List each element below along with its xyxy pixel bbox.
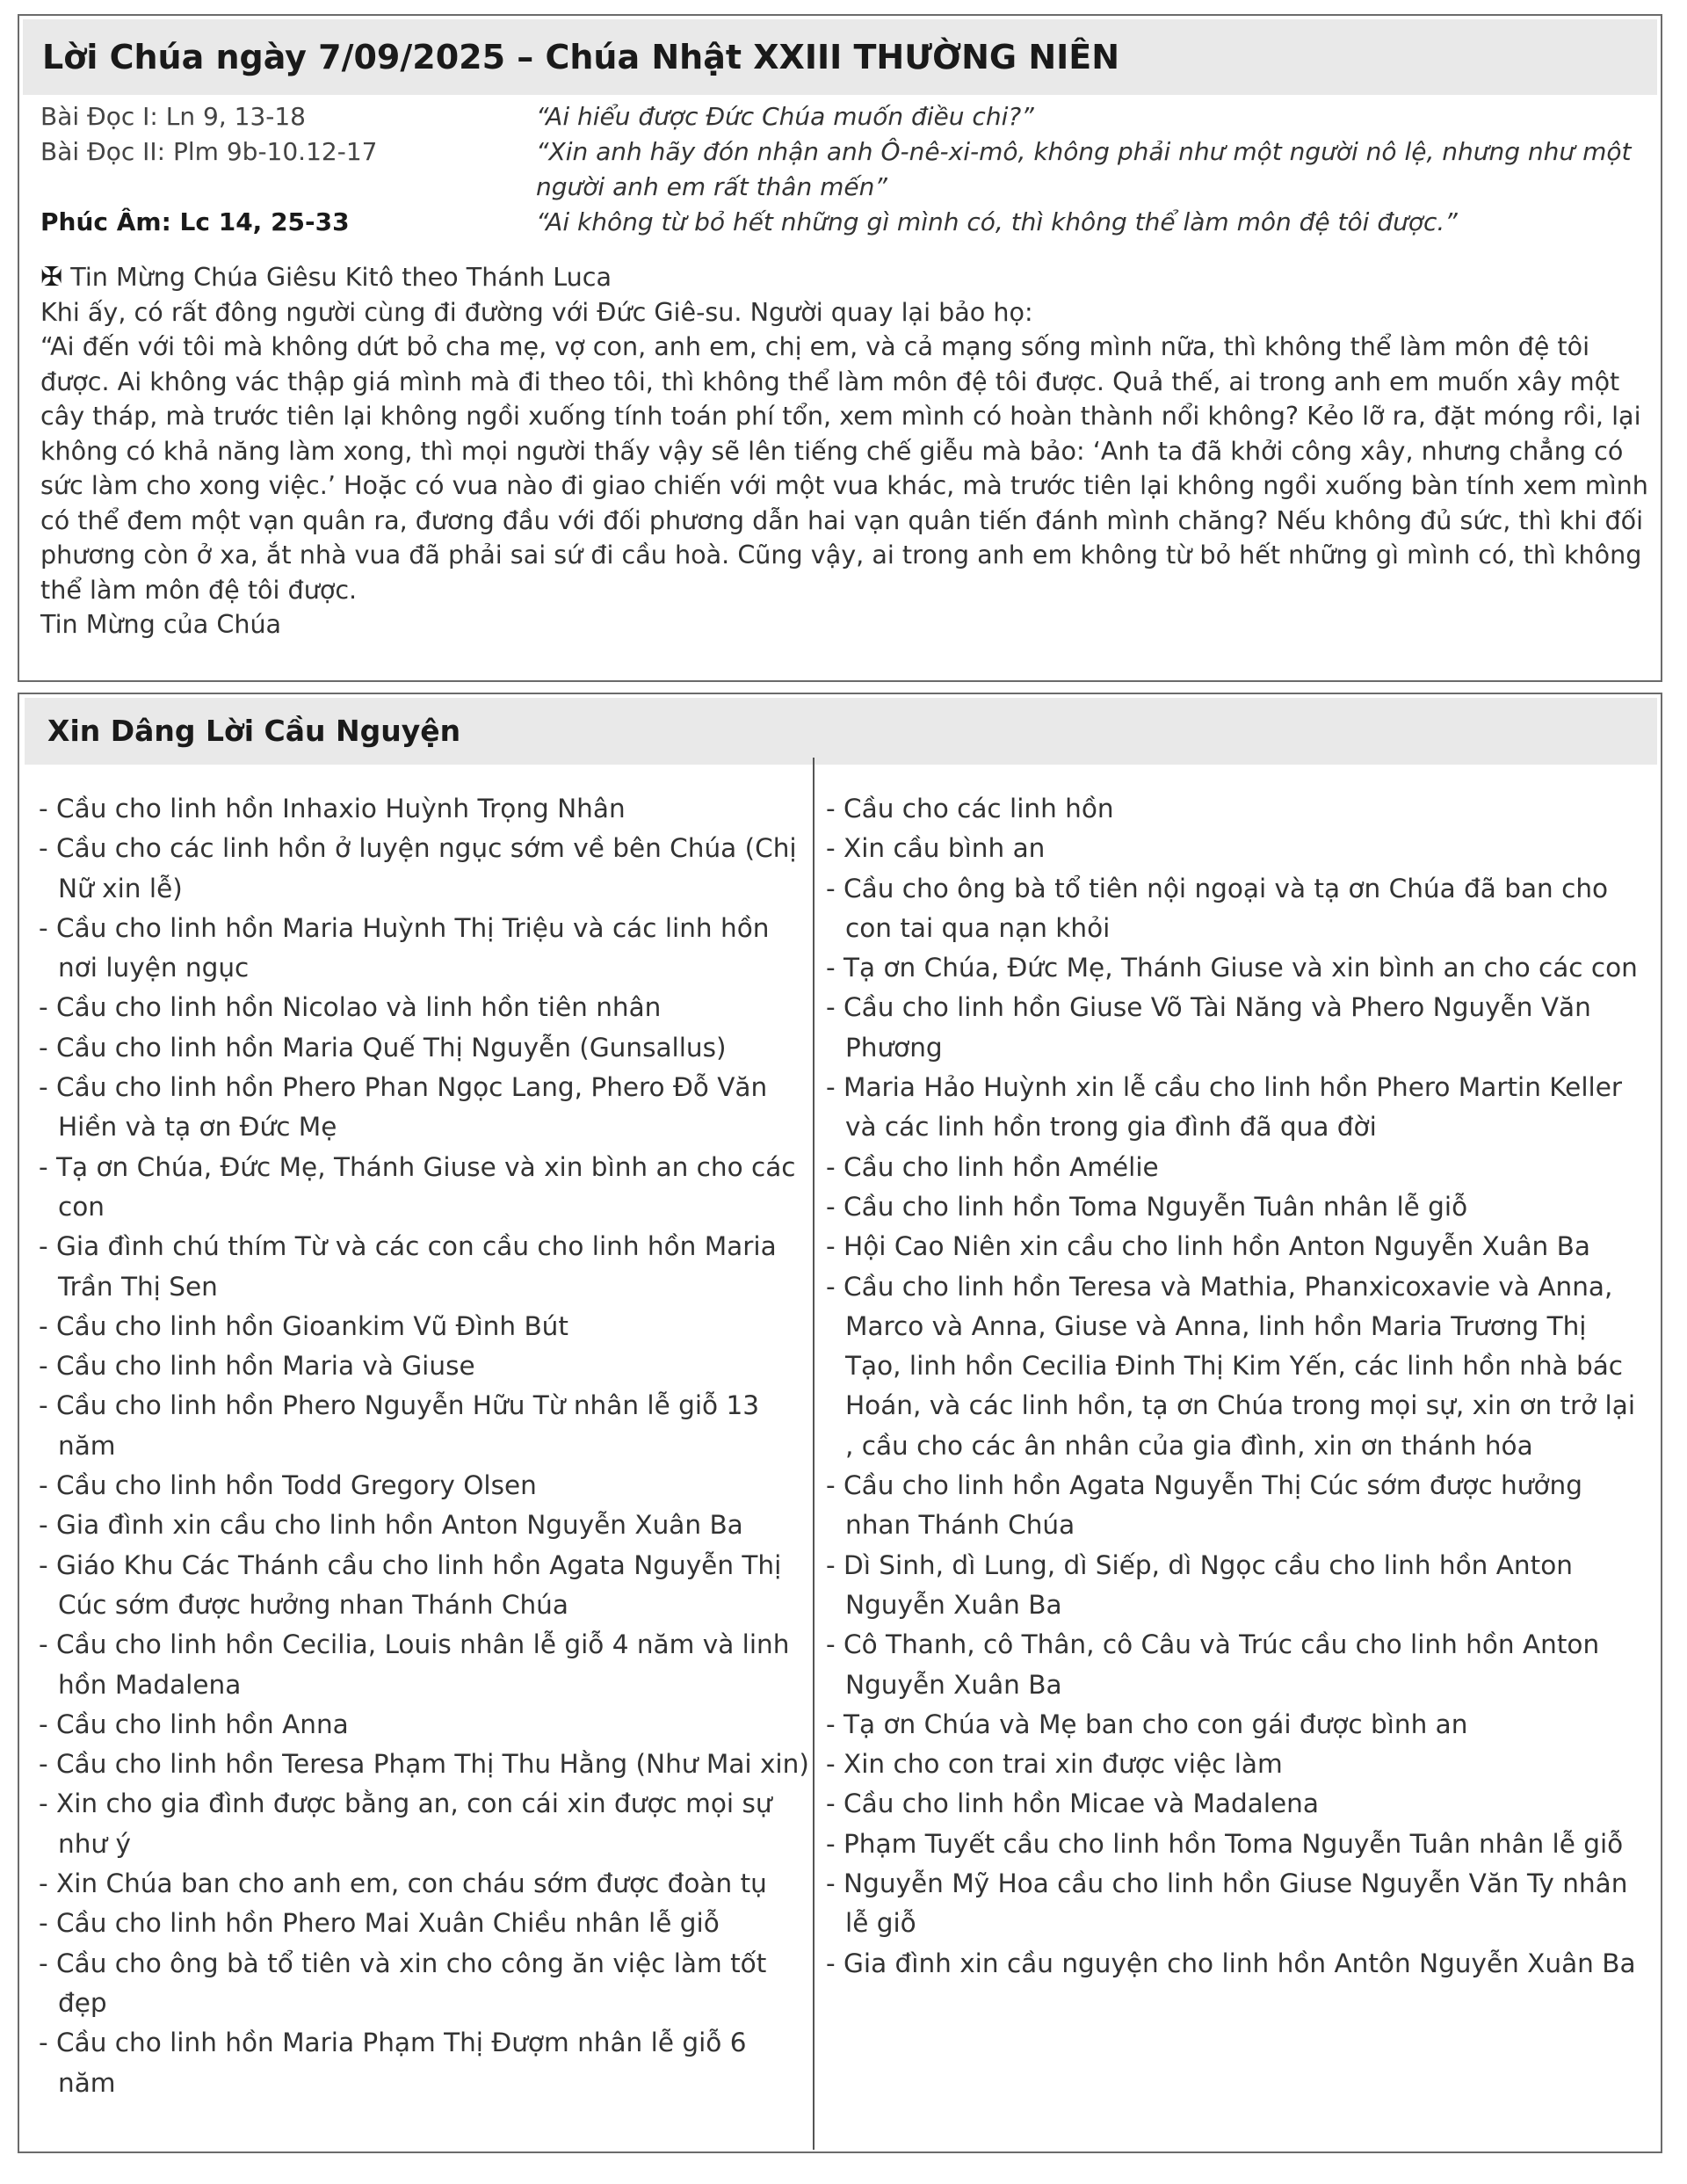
reading-row	[40, 205, 1648, 240]
prayer-item: - Cầu cho linh hồn Toma Nguyễn Tuân nhân lễ giỗ	[826, 1191, 1468, 1222]
gospel-reading-label: Phúc Âm: Lc 14, 25-33	[40, 207, 350, 236]
prayer-item: - Gia đình chú thím Từ và các con cầu cho linh hồn Maria Trần Thị Sen	[39, 1231, 777, 1302]
gospel-text	[40, 260, 1655, 642]
prayer-item: - Tạ ơn Chúa và Mẹ ban cho con gái được bình an	[826, 1709, 1468, 1739]
prayer-item: - Cầu cho linh hồn Teresa và Mathia, Phanxicoxavie và Anna, Marco và Anna, Giuse và Anna, linh hồn Maria Trương Thị Tạo, linh hồn Cecilia Đinh Thị Kim Yến, các linh hồn nhà bác Hoán, và các linh hồn, tạ ơn Chúa trong mọi sự, xin ơn trở lại , cầu cho các ân nhân của gia đình, xin ơn thánh hóa	[826, 1271, 1636, 1461]
prayer-column-left	[39, 789, 812, 2103]
reading-label: Bài Đọc I: Ln 9, 13-18	[40, 102, 306, 131]
prayer-item: - Cầu cho linh hồn Amélie	[826, 1151, 1159, 1182]
readings-list	[40, 99, 1648, 240]
prayer-item: - Cầu cho các linh hồn	[826, 794, 1114, 824]
prayer-item: - Tạ ơn Chúa, Đức Mẹ, Thánh Giuse và xin bình an cho các con	[826, 953, 1638, 983]
prayer-item: - Cô Thanh, cô Thân, cô Câu và Trúc cầu cho linh hồn Anton Nguyễn Xuân Ba	[826, 1629, 1600, 1700]
prayer-item: - Cầu cho linh hồn Teresa Phạm Thị Thu Hằng (Như Mai xin)	[39, 1749, 809, 1780]
prayer-item: - Cầu cho linh hồn Todd Gregory Olsen	[39, 1470, 537, 1501]
gospel-heading-line	[40, 260, 1655, 295]
gospel-heading: Tin Mừng Chúa Giêsu Kitô theo Thánh Luca	[70, 262, 612, 292]
reading-quote: “Xin anh hãy đón nhận anh Ô-nê-xi-mô, không phải như một người nô lệ, nhưng như một người anh em rất thân mến”	[536, 137, 1632, 201]
prayer-item: - Xin cầu bình an	[826, 833, 1046, 864]
prayer-item: - Cầu cho linh hồn Micae và Madalena	[826, 1789, 1319, 1819]
prayer-section	[18, 693, 1662, 2153]
prayer-item: - Cầu cho linh hồn Inhaxio Huỳnh Trọng Nhân	[39, 794, 626, 824]
prayer-item: - Cầu cho ông bà tổ tiên và xin cho công ăn việc làm tốt đẹp	[39, 1948, 767, 2018]
gospel-closing: Tin Mừng của Chúa	[40, 609, 282, 639]
prayer-item: - Nguyễn Mỹ Hoa cầu cho linh hồn Giuse Nguyễn Văn Ty nhân lễ giỗ	[826, 1868, 1628, 1939]
prayer-item: - Tạ ơn Chúa, Đức Mẹ, Thánh Giuse và xin bình an cho các con	[39, 1151, 796, 1222]
prayer-item: - Cầu cho linh hồn Cecilia, Louis nhân lễ giỗ 4 năm và linh hồn Madalena	[39, 1629, 790, 1700]
prayer-item: - Xin Chúa ban cho anh em, con cháu sớm được đoàn tụ	[39, 1868, 767, 1899]
prayer-item: - Cầu cho linh hồn Anna	[39, 1709, 349, 1739]
reading-quote: “Ai hiểu được Đức Chúa muốn điều chi?”	[536, 102, 1034, 131]
prayer-item: - Maria Hảo Huỳnh xin lễ cầu cho linh hồn Phero Martin Keller và các linh hồn trong gia đình đã qua đời	[826, 1072, 1623, 1143]
prayer-item: - Cầu cho linh hồn Gioankim Vũ Đình Bút	[39, 1310, 568, 1341]
prayer-item: - Cầu cho linh hồn Nicolao và linh hồn tiên nhân	[39, 992, 662, 1023]
prayer-item: - Cầu cho ông bà tổ tiên nội ngoại và tạ ơn Chúa đã ban cho con tai qua nạn khỏi	[826, 873, 1609, 943]
prayer-item: - Cầu cho linh hồn Agata Nguyễn Thị Cúc sớm được hưởng nhan Thánh Chúa	[826, 1470, 1582, 1541]
scripture-title: Lời Chúa ngày 7/09/2025 – Chúa Nhật XXIII THƯỜNG NIÊN	[23, 19, 1657, 95]
prayer-item: - Cầu cho các linh hồn ở luyện ngục sớm về bên Chúa (Chị Nữ xin lễ)	[39, 833, 797, 903]
prayer-item: - Dì Sinh, dì Lung, dì Siếp, dì Ngọc cầu cho linh hồn Anton Nguyễn Xuân Ba	[826, 1549, 1573, 1620]
prayer-item: - Cầu cho linh hồn Phero Nguyễn Hữu Từ nhân lễ giỗ 13 năm	[39, 1390, 760, 1461]
prayer-item: - Hội Cao Niên xin cầu cho linh hồn Anton Nguyễn Xuân Ba	[826, 1231, 1590, 1262]
prayer-item: - Cầu cho linh hồn Maria Huỳnh Thị Triệu và các linh hồn nơi luyện ngục	[39, 912, 770, 983]
prayer-item: - Phạm Tuyết cầu cho linh hồn Toma Nguyễn Tuân nhân lễ giỗ	[826, 1828, 1624, 1859]
gospel-body: “Ai đến với tôi mà không dứt bỏ cha mẹ, vợ con, anh em, chị em, và cả mạng sống mình nữa, thì không thể làm môn đệ tôi được. Ai không vác thập giá mình mà đi theo tôi, thì không thể làm môn đệ tôi được. Quả thế, ai trong anh em muốn xây một cây tháp, mà trước tiên lại không ngồi xuống tính toán phí tổn, xem mình có hoàn thành nổi không? Kẻo lỡ ra, đặt móng rồi, lại không có khả năng làm xong, thì mọi người thấy vậy sẽ lên tiếng chế giễu mà bảo: ‘Anh ta đã khởi công xây, nhưng chẳng có sức làm cho xong việc.’ Hoặc có vua nào đi giao chiến với một vua khác, mà trước tiên lại không ngồi xuống bàn tính xem mình có thể đem một vạn quân ra, đương đầu với đối phương dẫn hai vạn quân tiến đánh mình chăng? Nếu không đủ sức, thì khi đối phương còn ở xa, ắt nhà vua đã phải sai sứ đi cầu hoà. Cũng vậy, ai trong anh em không từ bỏ hết những gì mình có, thì không thể làm môn đệ tôi được.	[40, 331, 1648, 605]
cross-icon: ✠	[40, 262, 63, 293]
reading-row	[40, 99, 1648, 134]
prayer-item: - Cầu cho linh hồn Giuse Võ Tài Năng và Phero Nguyễn Văn Phương	[826, 992, 1591, 1063]
prayer-column-right	[826, 789, 1643, 1984]
prayer-item: - Cầu cho linh hồn Phero Phan Ngọc Lang, Phero Đỗ Văn Hiền và tạ ơn Đức Mẹ	[39, 1072, 768, 1143]
prayer-item: - Cầu cho linh hồn Maria Quế Thị Nguyễn (Gunsallus)	[39, 1032, 727, 1063]
prayer-item: - Cầu cho linh hồn Maria Phạm Thị Đượm nhân lễ giỗ 6 năm	[39, 2028, 747, 2098]
prayer-item: - Xin cho con trai xin được việc làm	[826, 1749, 1283, 1780]
reading-row	[40, 134, 1648, 205]
prayer-title: Xin Dâng Lời Cầu Nguyện	[25, 698, 1657, 765]
prayer-item: - Gia đình xin cầu nguyện cho linh hồn Antôn Nguyễn Xuân Ba	[826, 1948, 1636, 1978]
prayer-item: - Gia đình xin cầu cho linh hồn Anton Nguyễn Xuân Ba	[39, 1510, 743, 1541]
gospel-intro: Khi ấy, có rất đông người cùng đi đường với Đức Giê-su. Người quay lại bảo họ:	[40, 296, 1033, 327]
prayer-item: - Xin cho gia đình được bằng an, con cái xin được mọi sự như ý	[39, 1789, 772, 1859]
reading-label: Bài Đọc II: Plm 9b-10.12-17	[40, 137, 378, 166]
prayer-item: - Cầu cho linh hồn Maria và Giuse	[39, 1351, 475, 1382]
prayer-item: - Cầu cho linh hồn Phero Mai Xuân Chiều nhân lễ giỗ	[39, 1908, 720, 1939]
reading-quote: “Ai không từ bỏ hết những gì mình có, thì không thể làm môn đệ tôi được.”	[536, 207, 1458, 236]
scripture-section	[18, 14, 1662, 682]
prayer-item: - Giáo Khu Các Thánh cầu cho linh hồn Agata Nguyễn Thị Cúc sớm được hưởng nhan Thánh Chúa	[39, 1549, 782, 1620]
column-divider	[813, 758, 815, 2150]
